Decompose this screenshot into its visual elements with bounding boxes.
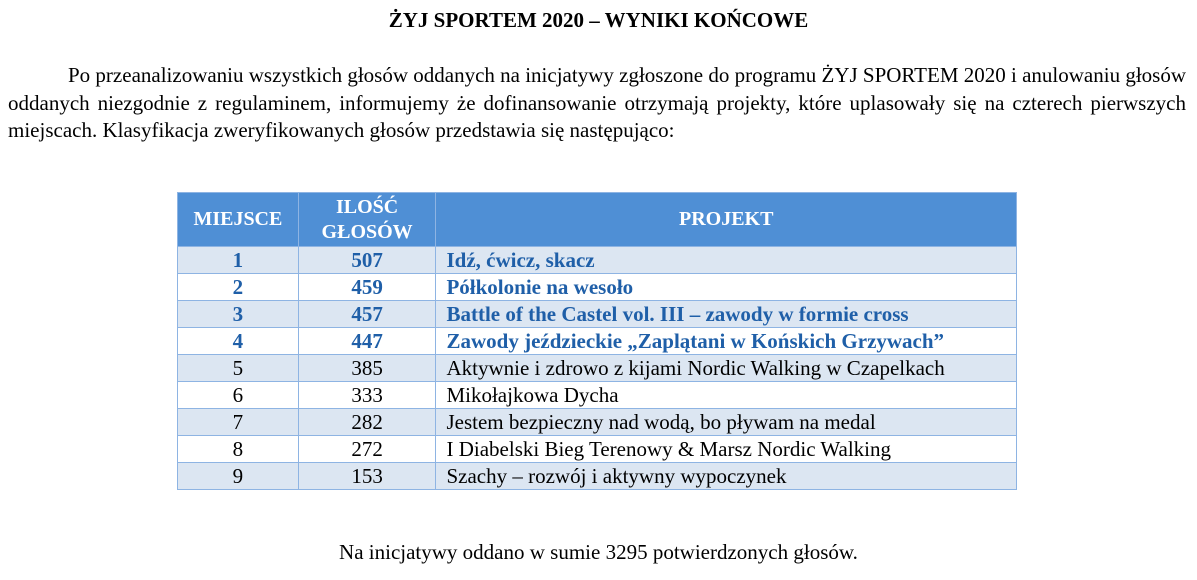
table-row xyxy=(178,382,1017,409)
cell-project: Szachy – rozwój i aktywny wypoczynek xyxy=(436,463,1017,490)
cell-place: 3 xyxy=(178,301,299,328)
results-body xyxy=(178,247,1017,490)
header-project: PROJEKT xyxy=(436,193,1017,247)
table-row xyxy=(178,355,1017,382)
table-row xyxy=(178,301,1017,328)
cell-project: Zawody jeździeckie „Zaplątani w Końskich Grzywach” xyxy=(436,328,1017,355)
cell-project: I Diabelski Bieg Terenowy & Marsz Nordic Walking xyxy=(436,436,1017,463)
cell-place: 6 xyxy=(178,382,299,409)
intro-paragraph: Po przeanalizowaniu wszystkich głosów oddanych na inicjatywy zgłoszone do programu ŻYJ SPORTEM 2020 i anulowaniu głosów oddanych niezgodnie z regulaminem, informujemy że dofinansowanie otrzymają projekty, które uplasowały się na czterech pierwszych miejscach. Klasyfikacja zweryfikowanych głosów przedstawia się następująco: xyxy=(8,63,1186,142)
cell-project: Aktywnie i zdrowo z kijami Nordic Walking w Czapelkach xyxy=(436,355,1017,382)
cell-place: 5 xyxy=(178,355,299,382)
cell-votes: 457 xyxy=(298,301,436,328)
table-row xyxy=(178,328,1017,355)
cell-project: Jestem bezpieczny nad wodą, bo pływam na medal xyxy=(436,409,1017,436)
cell-votes: 385 xyxy=(298,355,436,382)
cell-project: Półkolonie na wesoło xyxy=(436,274,1017,301)
cell-place: 1 xyxy=(178,247,299,274)
header-votes-line2: GŁOSÓW xyxy=(321,220,413,243)
cell-place: 4 xyxy=(178,328,299,355)
table-row xyxy=(178,409,1017,436)
cell-votes: 507 xyxy=(298,247,436,274)
cell-votes: 459 xyxy=(298,274,436,301)
header-votes xyxy=(298,193,436,247)
cell-place: 2 xyxy=(178,274,299,301)
cell-votes: 272 xyxy=(298,436,436,463)
cell-project: Battle of the Castel vol. III – zawody w formie cross xyxy=(436,301,1017,328)
document-title: ŻYJ SPORTEM 2020 – WYNIKI KOŃCOWE xyxy=(388,8,809,32)
cell-votes: 282 xyxy=(298,409,436,436)
cell-project: Mikołajkowa Dycha xyxy=(436,382,1017,409)
table-header-row xyxy=(178,193,1017,247)
cell-place: 9 xyxy=(178,463,299,490)
summary-text: Na inicjatywy oddano w sumie 3295 potwierdzonych głosów. xyxy=(339,540,858,564)
table-row xyxy=(178,247,1017,274)
header-votes-line1: ILOŚĆ xyxy=(336,195,399,218)
cell-place: 8 xyxy=(178,436,299,463)
cell-votes: 153 xyxy=(298,463,436,490)
cell-votes: 447 xyxy=(298,328,436,355)
table-row xyxy=(178,463,1017,490)
table-row xyxy=(178,274,1017,301)
header-place: MIEJSCE xyxy=(178,193,299,247)
cell-project: Idź, ćwicz, skacz xyxy=(436,247,1017,274)
cell-votes: 333 xyxy=(298,382,436,409)
cell-place: 7 xyxy=(178,409,299,436)
table-row xyxy=(178,436,1017,463)
results-table xyxy=(177,192,1017,490)
